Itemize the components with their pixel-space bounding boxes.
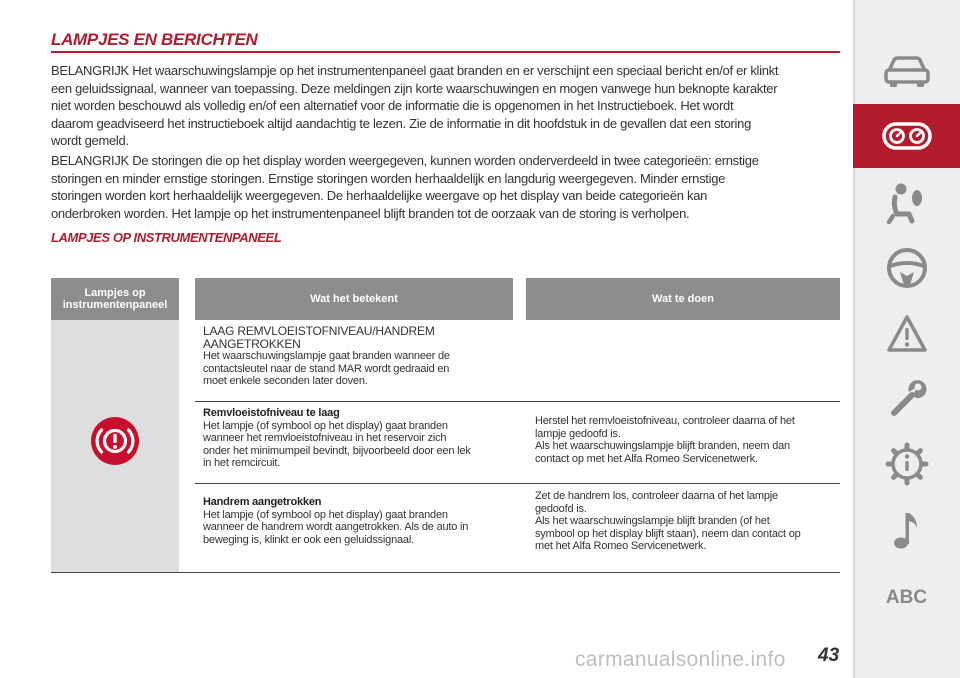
wrench-icon bbox=[885, 376, 929, 420]
gear-info-icon bbox=[885, 442, 929, 486]
text-line: lampje gedoofd is. bbox=[535, 427, 621, 440]
sidebar-item-maintenance[interactable] bbox=[853, 370, 960, 426]
sidebar-item-multimedia[interactable] bbox=[853, 502, 960, 558]
text-line: contactsleutel naar de stand MAR wordt gedraaid en bbox=[203, 362, 450, 375]
text-line: in het remcircuit. bbox=[203, 457, 281, 469]
text-line: BELANGRIJK Het waarschuwingslampje op het instrumentenpaneel gaat branden en er verschijnt een speciaal bericht en/of er klinkt bbox=[51, 63, 779, 78]
text-line: daarom geadviseerd het instructieboek altijd aandachtig te lezen. Zie de informatie in dit hoofdstuk in de gevallen dat een storing bbox=[51, 115, 751, 131]
text-line: Het lampje (of symbool op het display) gaat branden bbox=[203, 419, 448, 432]
text-line: niet worden beschouwd als volledig en/of een alternatief voor de informatie die is opgenomen in het Instructieboek. Het wordt bbox=[51, 98, 734, 113]
intro-paragraph-2 bbox=[51, 152, 843, 222]
page-number: 43 bbox=[818, 645, 840, 666]
row-1-meaning bbox=[203, 325, 513, 388]
text-line: wanneer het remvloeistofniveau in het reservoir zich bbox=[203, 432, 447, 444]
sidebar-item-car[interactable] bbox=[853, 44, 960, 100]
row-3-action bbox=[535, 490, 840, 553]
text-line: AANGETROKKEN bbox=[203, 336, 301, 351]
watermark: carmanualsonline.info bbox=[575, 648, 786, 671]
row-3-meaning bbox=[203, 496, 513, 546]
row-2-title: Remvloeistofniveau te laag bbox=[203, 407, 340, 419]
text-line: storingen worden kort herhaaldelijk weergegeven. De herhaaldelijke weergave op het display van beide categorieën kan bbox=[51, 188, 708, 203]
steering-wheel-icon bbox=[885, 246, 929, 290]
text-line: contact op met het Alfa Romeo Servicenetwerk. bbox=[535, 452, 758, 465]
text-line: Zet de handrem los, controleer daarna of het lampje bbox=[535, 490, 778, 502]
text-line: storingen en minder ernstige storingen. Ernstige storingen worden herhaaldelijk en langdurig weergegeven. Minder ernstige bbox=[51, 170, 726, 186]
row-2-meaning bbox=[203, 407, 513, 470]
text-line: LAAG REMVLOEISTOFNIVEAU/HANDREM bbox=[203, 324, 435, 338]
text-line: moet enkele seconden later doven. bbox=[203, 375, 368, 387]
warning-triangle-icon bbox=[885, 313, 929, 355]
text-line: beweging is, klinkt er ook een geluidssignaal. bbox=[203, 533, 414, 546]
text-line: onder het minimumpeil bevindt, bijvoorbeeld door een lek bbox=[203, 444, 471, 457]
brake-warning-icon bbox=[90, 416, 140, 466]
text-line: wanneer de handrem wordt aangetrokken. Als de auto in bbox=[203, 521, 469, 533]
row-divider bbox=[195, 483, 840, 484]
title-underline bbox=[51, 51, 840, 53]
row-2-action bbox=[535, 415, 840, 465]
row-divider bbox=[195, 401, 840, 402]
lamp-column bbox=[51, 320, 179, 572]
car-icon bbox=[883, 55, 931, 89]
text-line: symbool op het display blijft staan), neem dan contact op bbox=[535, 527, 801, 540]
sidebar-item-technical[interactable] bbox=[853, 436, 960, 492]
intro-paragraph-1 bbox=[51, 62, 843, 150]
music-note-icon bbox=[887, 508, 927, 552]
airbag-person-icon bbox=[885, 180, 929, 224]
text-line: gedoofd is. bbox=[535, 502, 587, 515]
table-header-lamp: Lampjes op instrumentenpaneel bbox=[51, 278, 179, 320]
text-line: Als het waarschuwingslampje blijft branden (of het bbox=[535, 515, 770, 527]
table-header-meaning: Wat het betekent bbox=[195, 278, 513, 320]
section-subtitle: LAMPJES OP INSTRUMENTENPANEEL bbox=[51, 230, 282, 245]
sidebar-item-driving[interactable] bbox=[853, 240, 960, 296]
text-line: Herstel het remvloeistofniveau, controleer daarna of het bbox=[535, 415, 795, 427]
dashboard-icon bbox=[882, 121, 932, 151]
sidebar-item-index[interactable] bbox=[853, 580, 960, 616]
text-line: Het lampje (of symbool op het display) gaat branden bbox=[203, 508, 448, 521]
sidebar-item-warnings[interactable] bbox=[853, 306, 960, 362]
text-line: onderbroken worden. Het lampje op het instrumentenpaneel blijft branden tot de oorzaak van de storing is verholpen. bbox=[51, 205, 690, 221]
text-line: een geluidssignaal, wanneer van toepassing. Deze meldingen zijn korte waarschuwingen en mogen vanwege hun beknopte karakter bbox=[51, 80, 778, 96]
text-line: met het Alfa Romeo Servicenetwerk. bbox=[535, 540, 707, 552]
page-title: LAMPJES EN BERICHTEN bbox=[51, 30, 258, 49]
sidebar-item-dashboard[interactable] bbox=[853, 104, 960, 168]
index-label: ABC bbox=[885, 587, 928, 608]
text-line: Als het waarschuwingslampje blijft branden, neem dan bbox=[535, 440, 790, 452]
row-3-title: Handrem aangetrokken bbox=[203, 496, 322, 508]
sidebar-item-safety[interactable] bbox=[853, 174, 960, 230]
text-line: Het waarschuwingslampje gaat branden wanneer de bbox=[203, 350, 450, 362]
text-line: BELANGRIJK De storingen die op het display worden weergegeven, kunnen worden onderverdeeld in twee categorieën: ernstige bbox=[51, 153, 759, 168]
table-bottom-rule bbox=[51, 572, 840, 573]
table-header-action: Wat te doen bbox=[526, 278, 840, 320]
text-line: wordt gemeld. bbox=[51, 133, 129, 148]
